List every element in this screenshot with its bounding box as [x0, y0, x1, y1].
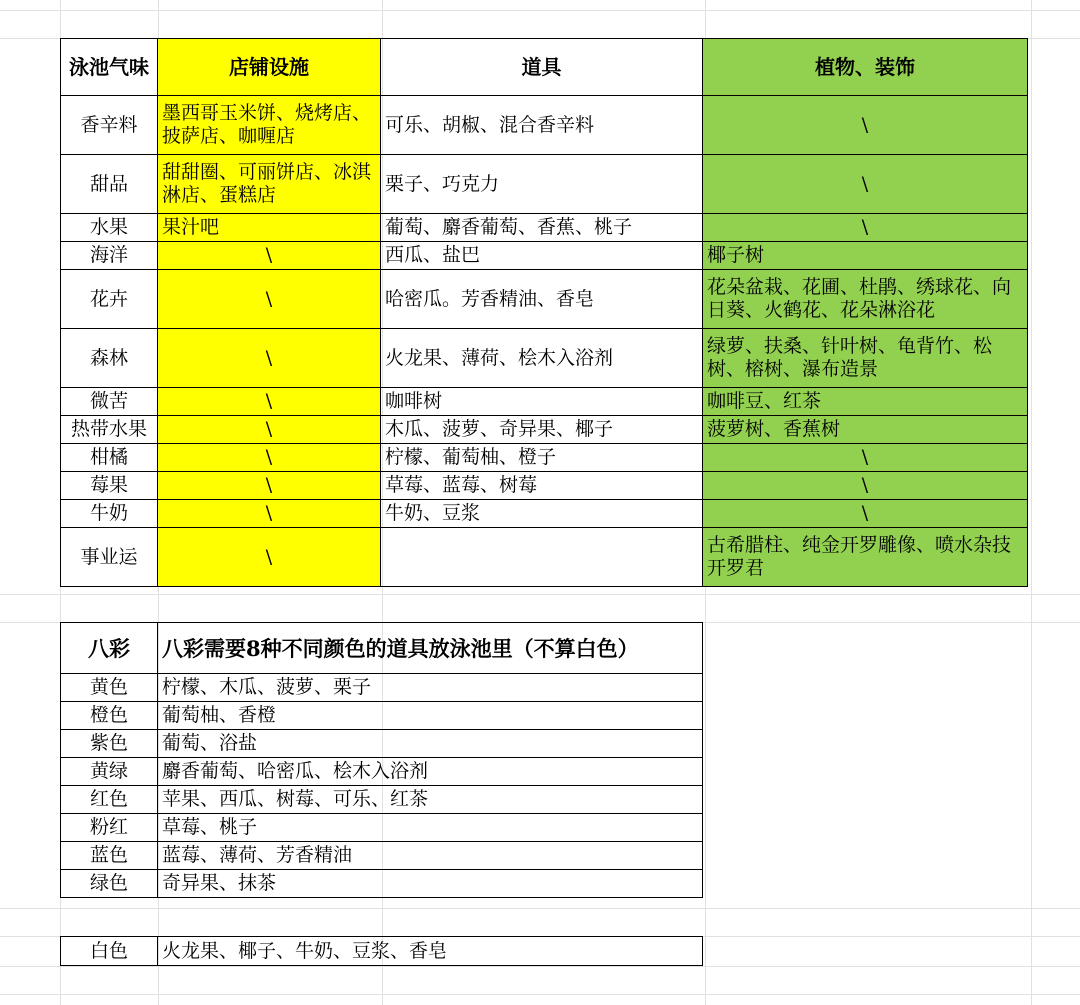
scent-cell[interactable]: 事业运	[61, 528, 158, 587]
items-cell[interactable]: 葡萄、浴盐	[158, 730, 703, 758]
scent-cell[interactable]: 甜品	[61, 155, 158, 214]
shop-cell[interactable]: \	[158, 329, 381, 388]
scent-cell[interactable]: 莓果	[61, 472, 158, 500]
white-color-table	[60, 936, 703, 966]
table-row	[61, 270, 1028, 329]
table-row	[61, 937, 703, 966]
scent-cell[interactable]: 热带水果	[61, 416, 158, 444]
props-cell[interactable]: 火龙果、薄荷、桧木入浴剂	[381, 329, 703, 388]
shop-cell[interactable]: 甜甜圈、可丽饼店、冰淇淋店、蛋糕店	[158, 155, 381, 214]
shop-cell[interactable]: \	[158, 270, 381, 329]
eight-colors-table	[60, 622, 703, 898]
scent-cell[interactable]: 柑橘	[61, 444, 158, 472]
table-row	[61, 388, 1028, 416]
props-cell[interactable]: 可乐、胡椒、混合香辛料	[381, 96, 703, 155]
table-row	[61, 500, 1028, 528]
table-row	[61, 214, 1028, 242]
header-shop[interactable]: 店铺设施	[158, 39, 381, 96]
header-row	[61, 39, 1028, 96]
plants-cell[interactable]: \	[703, 214, 1028, 242]
table-row	[61, 870, 703, 898]
shop-cell[interactable]: \	[158, 500, 381, 528]
plants-cell[interactable]: 古希腊柱、纯金开罗雕像、喷水杂技开罗君	[703, 528, 1028, 587]
header-scent[interactable]: 泳池气味	[61, 39, 158, 96]
scent-table	[60, 38, 1028, 587]
color-title-row	[61, 623, 703, 674]
items-cell[interactable]: 蓝莓、薄荷、芳香精油	[158, 842, 703, 870]
items-cell[interactable]: 草莓、桃子	[158, 814, 703, 842]
props-cell[interactable]: 哈密瓜。芳香精油、香皂	[381, 270, 703, 329]
scent-cell[interactable]: 花卉	[61, 270, 158, 329]
table-row	[61, 416, 1028, 444]
header-plants[interactable]: 植物、装饰	[703, 39, 1028, 96]
props-cell[interactable]: 草莓、蓝莓、树莓	[381, 472, 703, 500]
plants-cell[interactable]: \	[703, 500, 1028, 528]
items-cell[interactable]: 苹果、西瓜、树莓、可乐、红茶	[158, 786, 703, 814]
plants-cell[interactable]: 绿萝、扶桑、针叶树、龟背竹、松树、榕树、瀑布造景	[703, 329, 1028, 388]
table-row	[61, 96, 1028, 155]
props-cell[interactable]: 木瓜、菠萝、奇异果、椰子	[381, 416, 703, 444]
plants-cell[interactable]: 椰子树	[703, 242, 1028, 270]
shop-cell[interactable]: \	[158, 472, 381, 500]
scent-cell[interactable]: 微苦	[61, 388, 158, 416]
scent-cell[interactable]: 香辛料	[61, 96, 158, 155]
table-row	[61, 472, 1028, 500]
color-cell[interactable]: 橙色	[61, 702, 158, 730]
shop-cell[interactable]: \	[158, 444, 381, 472]
props-cell[interactable]: 西瓜、盐巴	[381, 242, 703, 270]
table-row	[61, 155, 1028, 214]
scent-cell[interactable]: 森林	[61, 329, 158, 388]
color-cell[interactable]: 红色	[61, 786, 158, 814]
props-cell[interactable]: 栗子、巧克力	[381, 155, 703, 214]
table-row	[61, 786, 703, 814]
props-cell[interactable]: 葡萄、麝香葡萄、香蕉、桃子	[381, 214, 703, 242]
color-cell[interactable]: 绿色	[61, 870, 158, 898]
eight-colors-desc[interactable]: 八彩需要8种不同颜色的道具放泳池里（不算白色）	[158, 623, 703, 674]
plants-cell[interactable]: \	[703, 472, 1028, 500]
plants-cell[interactable]: 咖啡豆、红茶	[703, 388, 1028, 416]
scent-cell[interactable]: 水果	[61, 214, 158, 242]
table-row	[61, 842, 703, 870]
items-cell[interactable]: 麝香葡萄、哈密瓜、桧木入浴剂	[158, 758, 703, 786]
plants-cell[interactable]: \	[703, 155, 1028, 214]
color-cell[interactable]: 蓝色	[61, 842, 158, 870]
plants-cell[interactable]: \	[703, 96, 1028, 155]
shop-cell[interactable]: \	[158, 416, 381, 444]
items-cell[interactable]: 葡萄柚、香橙	[158, 702, 703, 730]
scent-cell[interactable]: 牛奶	[61, 500, 158, 528]
table-row	[61, 814, 703, 842]
shop-cell[interactable]: \	[158, 242, 381, 270]
table-row	[61, 730, 703, 758]
plants-cell[interactable]: 花朵盆栽、花圃、杜鹃、绣球花、向日葵、火鹤花、花朵淋浴花	[703, 270, 1028, 329]
table-row	[61, 242, 1028, 270]
table-row	[61, 674, 703, 702]
props-cell[interactable]: 咖啡树	[381, 388, 703, 416]
shop-cell[interactable]: 墨西哥玉米饼、烧烤店、披萨店、咖喱店	[158, 96, 381, 155]
shop-cell[interactable]: \	[158, 388, 381, 416]
plants-cell[interactable]: 菠萝树、香蕉树	[703, 416, 1028, 444]
items-cell[interactable]: 火龙果、椰子、牛奶、豆浆、香皂	[158, 937, 703, 966]
table-row	[61, 702, 703, 730]
color-cell[interactable]: 黄绿	[61, 758, 158, 786]
table-row	[61, 329, 1028, 388]
items-cell[interactable]: 奇异果、抹茶	[158, 870, 703, 898]
color-cell[interactable]: 黄色	[61, 674, 158, 702]
color-cell[interactable]: 紫色	[61, 730, 158, 758]
items-cell[interactable]: 柠檬、木瓜、菠萝、栗子	[158, 674, 703, 702]
plants-cell[interactable]: \	[703, 444, 1028, 472]
shop-cell[interactable]: \	[158, 528, 381, 587]
color-cell[interactable]: 粉红	[61, 814, 158, 842]
props-cell[interactable]	[381, 528, 703, 587]
table-row	[61, 444, 1028, 472]
table-row	[61, 758, 703, 786]
shop-cell[interactable]: 果汁吧	[158, 214, 381, 242]
color-cell[interactable]: 白色	[61, 937, 158, 966]
props-cell[interactable]: 柠檬、葡萄柚、橙子	[381, 444, 703, 472]
props-cell[interactable]: 牛奶、豆浆	[381, 500, 703, 528]
eight-colors-label[interactable]: 八彩	[61, 623, 158, 674]
scent-cell[interactable]: 海洋	[61, 242, 158, 270]
table-row	[61, 528, 1028, 587]
header-props[interactable]: 道具	[381, 39, 703, 96]
